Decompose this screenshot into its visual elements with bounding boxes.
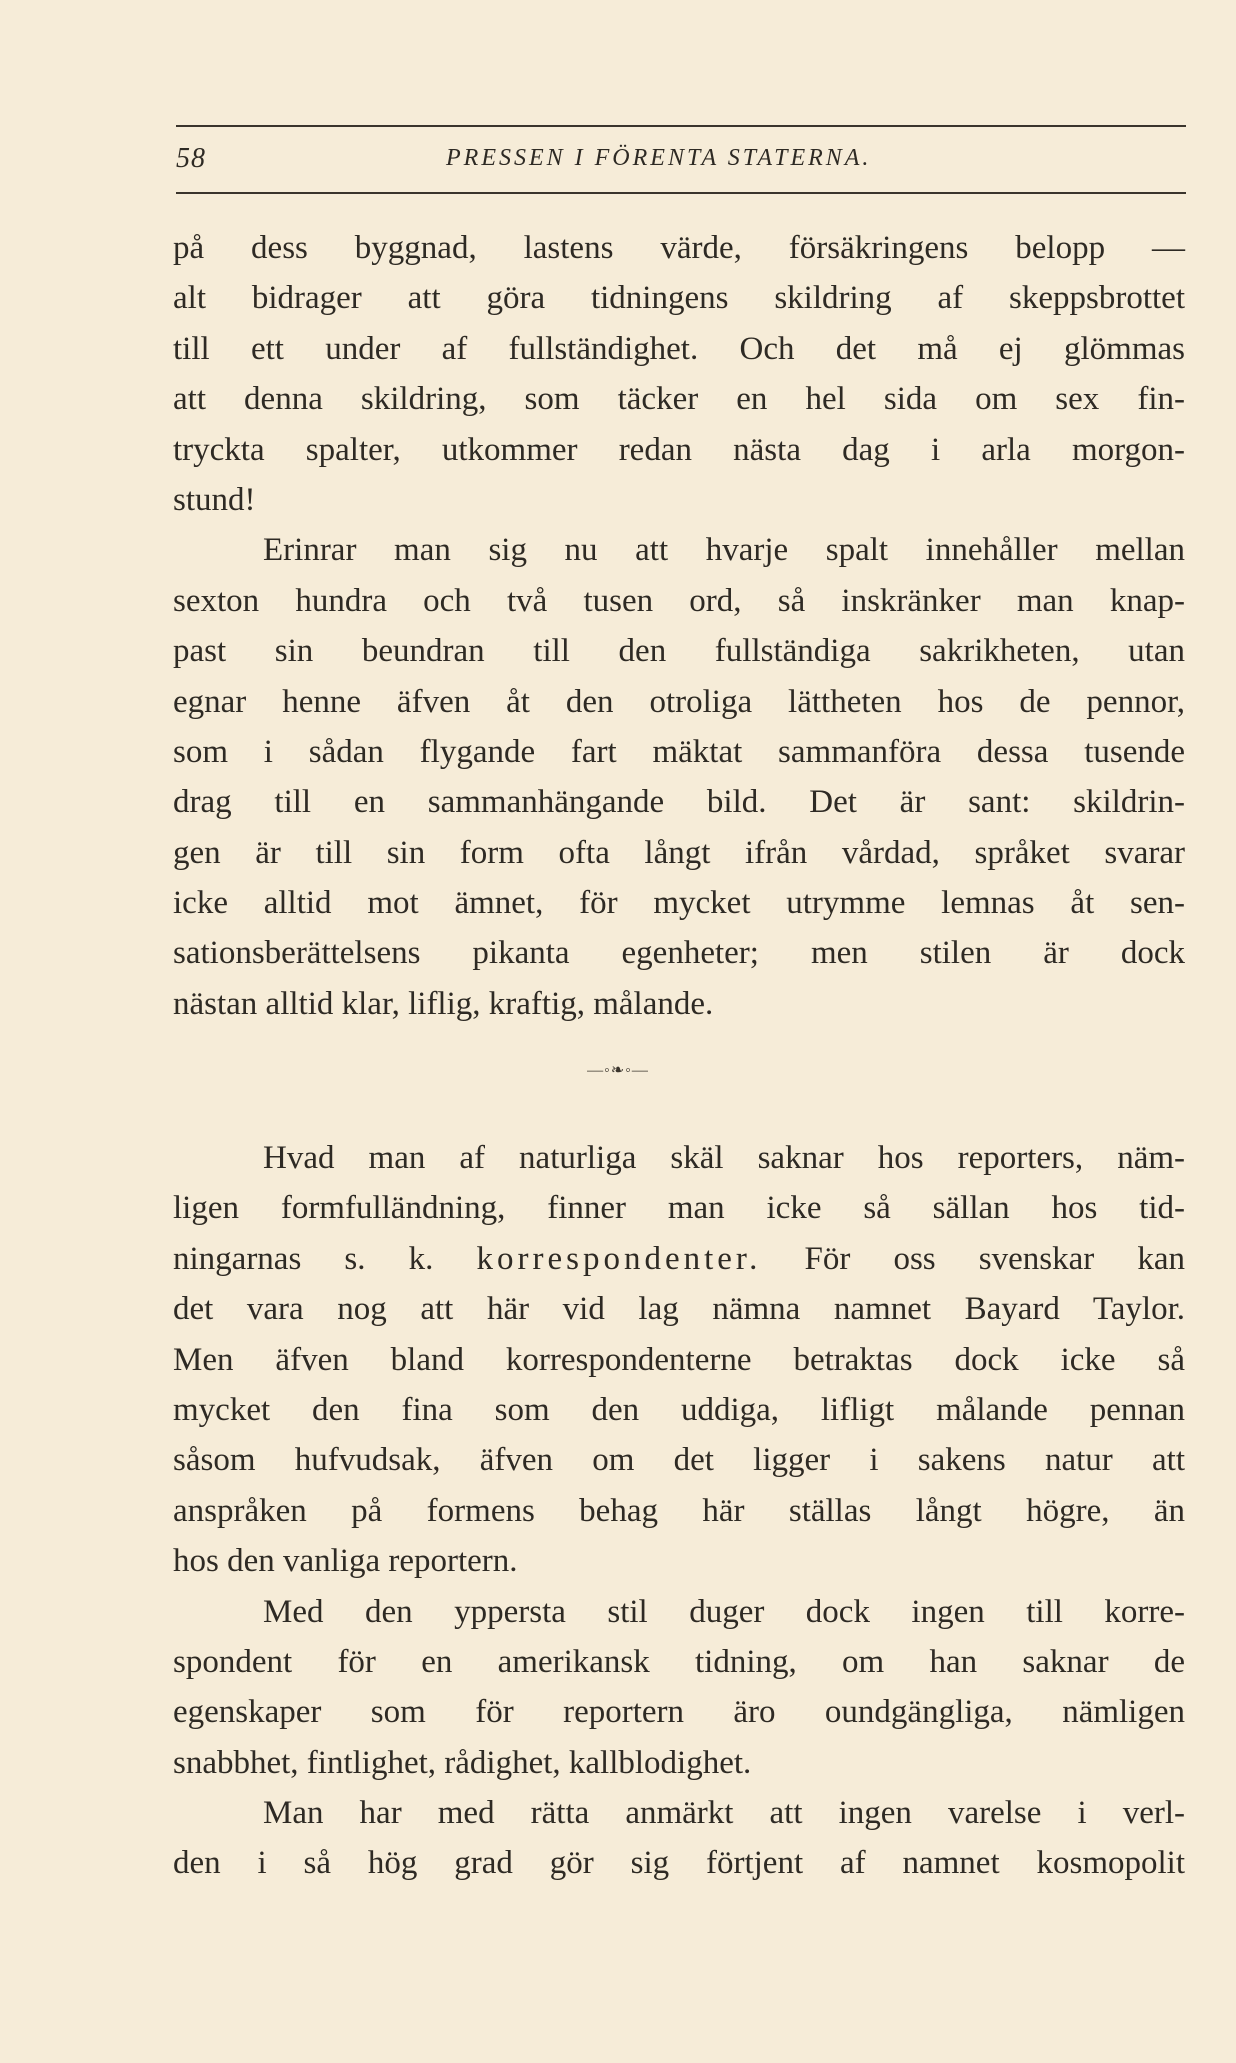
text-fragment: För oss svenskar kan [761,1240,1185,1277]
running-title: PRESSEN I FÖRENTA STATERNA. [446,145,872,171]
text-line: Hvad man af naturliga skäl saknar hos reporters, näm- [263,1140,1185,1176]
text-line: stund! [173,481,256,518]
text-line: past sin beundran till den fullständiga sakrikheten, utan [173,633,1185,670]
text-line: icke alltid mot ämnet, för mycket utrymme lemnas åt sen- [173,885,1185,922]
text-line: sationsberättelsens pikanta egenheter; men stilen är dock [173,935,1185,972]
text-line: Men äfven bland korrespondenterne betraktas dock icke så [173,1341,1185,1378]
text-line: såsom hufvudsak, äfven om det ligger i sakens natur att [173,1442,1185,1479]
text-line: tryckta spalter, utkommer redan nästa dag i arla morgon- [173,431,1185,468]
emphasized-word: korrespondenter. [476,1240,762,1277]
text-line: snabbhet, fintlighet, rådighet, kallblodighet. [173,1744,752,1781]
text-line: Med den yppersta stil duger dock ingen till korre- [263,1593,1185,1630]
text-line: egenskaper som för reportern äro oundgängliga, nämligen [173,1694,1185,1731]
text-line: sexton hundra och två tusen ord, så inskränker man knap- [173,582,1185,619]
paragraph [173,223,1185,525]
text-line: det vara nog att här vid lag nämna namnet Bayard Taylor. [173,1291,1185,1328]
text-block-2 [173,1133,1185,1889]
text-line: ligen formfulländning, finner man icke så sällan hos tid- [173,1190,1185,1227]
text-fragment: ningarnas s. k. [173,1240,477,1277]
text-block-1 [173,223,1185,1029]
text-line: Erinrar man sig nu att hvarje spalt innehåller mellan [263,532,1185,569]
text-line: till ett under af fullständighet. Och det må ej glömmas [173,330,1185,367]
text-line: Man har med rätta anmärkt att ingen varelse i verl- [263,1795,1185,1832]
text-line: att denna skildring, som täcker en hel sida om sex fin- [173,381,1185,418]
header-bottom-rule [176,192,1186,194]
section-break-ornament: —◦❧◦— [587,1062,649,1079]
text-line: som i sådan flygande fart mäktat sammanföra dessa tusende [173,733,1185,770]
text-line: egnar henne äfven åt den otroliga lättheten hos de pennor, [173,683,1185,720]
text-line: alt bidrager att göra tidningens skildring af skeppsbrottet [173,280,1185,317]
paragraph [173,525,1185,1029]
paragraph [173,1587,1185,1789]
text-line: på dess byggnad, lastens värde, försäkringens belopp — [173,230,1185,266]
paragraph [173,1133,1185,1587]
text-line [173,1234,1185,1284]
text-line: den i så hög grad gör sig förtjent af namnet kosmopolit [173,1845,1185,1882]
text-line: mycket den fina som den uddiga, lifligt målande pennan [173,1391,1185,1428]
text-line: anspråken på formens behag här ställas långt högre, än [173,1492,1185,1529]
text-line: nästan alltid klar, liflig, kraftig, målande. [173,985,714,1022]
page-number: 58 [176,143,206,174]
paragraph [173,1788,1185,1889]
text-line: drag till en sammanhängande bild. Det är sant: skildrin- [173,784,1185,821]
header-top-rule [176,125,1186,127]
text-line: gen är till sin form ofta långt ifrån vårdad, språket svarar [173,834,1185,871]
text-line: hos den vanliga reportern. [173,1543,518,1580]
page-header [176,125,1186,195]
text-line: spondent för en amerikansk tidning, om han saknar de [173,1643,1185,1680]
